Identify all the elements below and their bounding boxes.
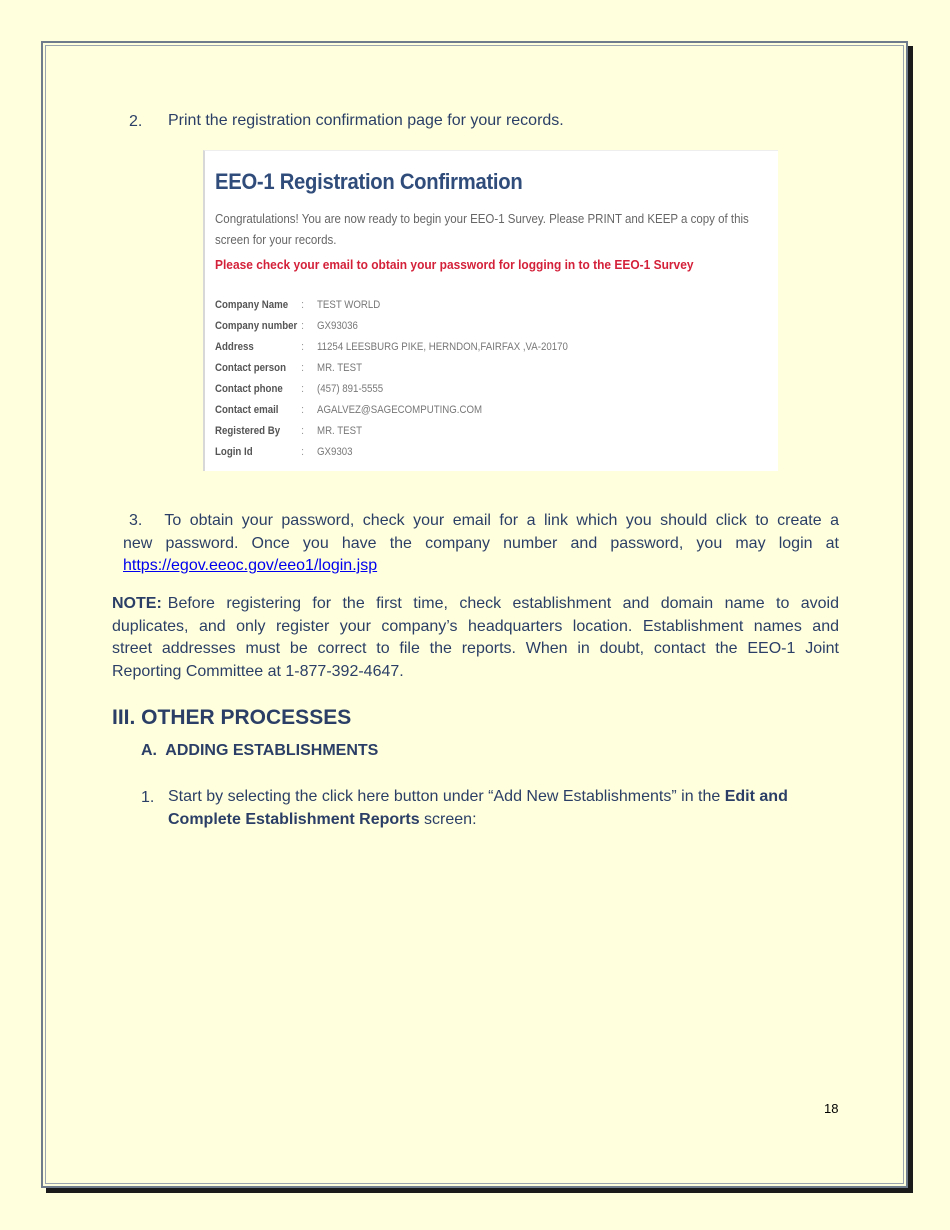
note-text-line-4: Reporting Committee at 1-877-392-4647. <box>112 662 404 680</box>
field-value: MR. TEST <box>317 362 363 374</box>
field-separator: : <box>301 446 305 458</box>
field-separator: : <box>301 404 305 416</box>
step-1-bold-1: Edit and <box>724 788 788 805</box>
step-1-text <box>168 786 848 831</box>
field-value: MR. TEST <box>317 425 363 437</box>
congrats-line-1: Congratulations! You are now ready to begin your EEO-1 Survey. Please PRINT and KEEP a copy of this <box>215 212 749 226</box>
field-value: (457) 891-5555 <box>317 383 384 395</box>
step-1-text-after: screen: <box>419 810 477 828</box>
step-1-text-before: Start by selecting the click here button under “Add New Establishments” in the <box>168 788 725 805</box>
step-1-bold-2: Complete Establishment Reports <box>168 810 420 828</box>
congrats-line-2: screen for your records. <box>215 233 337 247</box>
step-3-line-1 <box>123 510 839 533</box>
field-label: Registered By <box>215 425 281 437</box>
registration-confirmation-screenshot <box>203 150 778 471</box>
note-text-line-2: duplicates, and only register your company’s headquarters location. Establishment names and <box>112 617 839 635</box>
step-2-number: 2. <box>129 113 143 130</box>
section-title: III. OTHER PROCESSES <box>112 706 352 729</box>
note-text-line-1: Before registering for the first time, check establishment and domain name to avoid <box>167 595 839 612</box>
step-3-number: 3. <box>129 512 143 529</box>
confirmation-congrats-text <box>215 209 767 251</box>
field-value: GX9303 <box>317 446 353 458</box>
step-3-text-line-2: new password. Once you have the company number and password, you may login at <box>123 534 839 552</box>
field-value: 11254 LEESBURG PIKE, HERNDON,FAIRFAX ,VA-20170 <box>317 341 568 353</box>
field-label: Company number <box>215 320 298 332</box>
field-separator: : <box>301 299 305 311</box>
step-2-text: Print the registration confirmation page for your records. <box>168 112 564 129</box>
field-separator: : <box>301 425 305 437</box>
field-label: Address <box>215 341 254 353</box>
password-email-warning: Please check your email to obtain your password for logging in to the EEO-1 Survey <box>215 257 694 272</box>
confirmation-title: EEO-1 Registration Confirmation <box>215 169 523 194</box>
field-separator: : <box>301 362 305 374</box>
field-label: Contact email <box>215 404 279 416</box>
note-text-line-3: street addresses must be correct to file the reports. When in doubt, contact the EEO-1 Joint <box>112 640 839 657</box>
field-separator: : <box>301 341 305 353</box>
field-value: TEST WORLD <box>317 299 381 311</box>
step-1-line-2 <box>168 809 848 832</box>
note-label: NOTE: <box>112 595 162 612</box>
login-link[interactable]: https://egov.eeoc.gov/eeo1/login.jsp <box>123 557 378 574</box>
field-separator: : <box>301 383 305 395</box>
field-value: GX93036 <box>317 320 358 332</box>
note-line-1 <box>112 593 839 616</box>
field-label: Contact phone <box>215 383 283 395</box>
page-number: 18 <box>824 1101 839 1116</box>
field-separator: : <box>301 320 305 332</box>
field-label: Contact person <box>215 362 287 374</box>
step-1-line-1 <box>168 786 848 809</box>
step-3-paragraph <box>123 510 839 578</box>
note-paragraph <box>112 593 839 683</box>
field-label: Login Id <box>215 446 253 458</box>
step-1-number: 1. <box>141 789 155 806</box>
field-label: Company Name <box>215 299 289 311</box>
step-3-text-line-1: To obtain your password, check your email for a link which you should click to create a <box>164 512 839 529</box>
field-value: AGALVEZ@SAGECOMPUTING.COM <box>317 404 483 416</box>
subsection-title: A. ADDING ESTABLISHMENTS <box>141 742 379 759</box>
step-3-line-3 <box>123 555 839 578</box>
